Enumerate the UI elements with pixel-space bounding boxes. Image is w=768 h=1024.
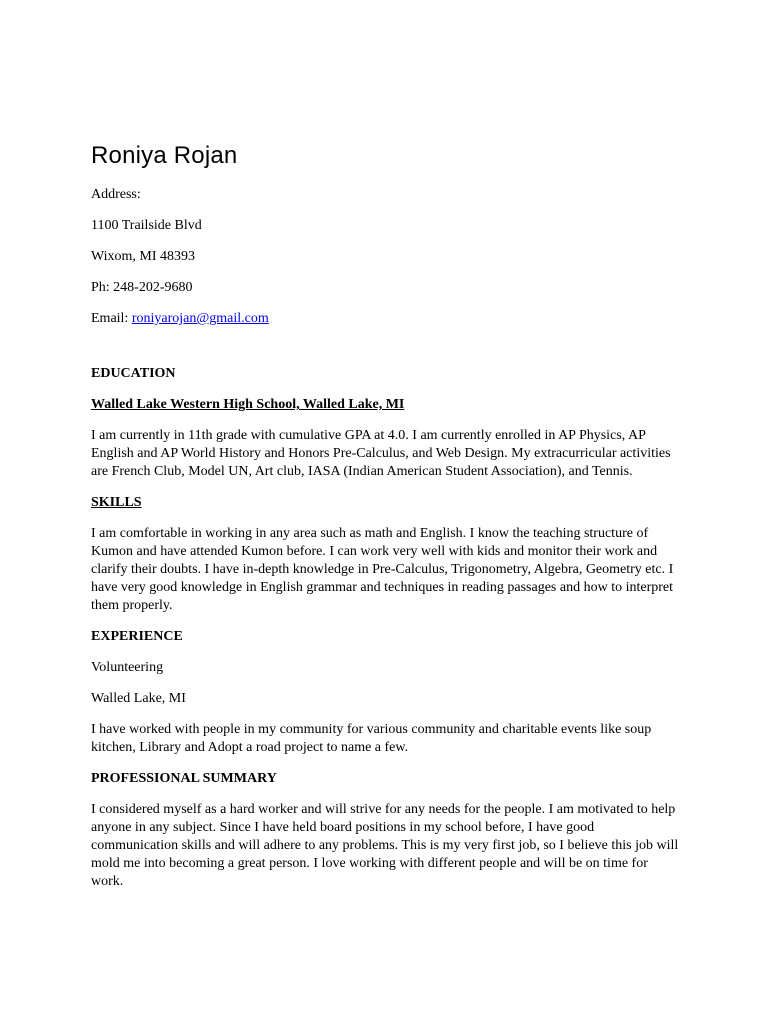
address-city: Wixom, MI 48393 xyxy=(91,249,196,264)
email-label: Email: xyxy=(91,311,132,326)
phone-number: Ph: 248-202-9680 xyxy=(91,280,193,295)
resume-name: Roniya Rojan xyxy=(91,142,238,169)
resume-content xyxy=(91,140,681,904)
email-link[interactable]: roniyarojan@gmail.com xyxy=(131,311,269,326)
address-street: 1100 Trailside Blvd xyxy=(91,218,202,233)
education-school: Walled Lake Western High School, Walled Lake, MI xyxy=(91,397,405,412)
experience-text: I have worked with people in my community for various community and charitable events like soup kitchen, Library and Adopt a road project to name a few. xyxy=(91,722,652,755)
section-spacer xyxy=(91,341,681,365)
experience-location: Walled Lake, MI xyxy=(91,691,186,706)
skills-heading: SKILLS xyxy=(91,495,142,510)
experience-heading: EXPERIENCE xyxy=(91,629,183,644)
summary-text: I considered myself as a hard worker and will strive for any needs for the people. I am motivated to help anyone in any subject. Since I have held board positions in my school before, I have good communication skills and will adhere to any problems. This is my very first job, so I believe this job will mold me into becoming a great person. I love working with different people and will be on time for work. xyxy=(91,802,679,889)
skills-text: I am comfortable in working in any area such as math and English. I know the teaching structure of Kumon and have attended Kumon before. I can work very well with kids and monitor their work and clarify their doubts. I have in-depth knowledge in Pre-Calculus, Trigonometry, Algebra, Geometry etc. I have very good knowledge in English grammar and techniques in reading passages and how to interpret them properly. xyxy=(91,526,674,613)
address-label: Address: xyxy=(91,187,141,202)
education-text: I am currently in 11th grade with cumulative GPA at 4.0. I am currently enrolled in AP Physics, AP English and AP World History and Honors Pre-Calculus, and Web Design. My extracurricular activities are French Club, Model UN, Art club, IASA (Indian American Student Association), and Tennis. xyxy=(91,428,671,479)
education-heading: EDUCATION xyxy=(91,366,176,381)
summary-heading: PROFESSIONAL SUMMARY xyxy=(91,771,277,786)
email-line xyxy=(91,310,681,328)
experience-role: Volunteering xyxy=(91,660,164,675)
